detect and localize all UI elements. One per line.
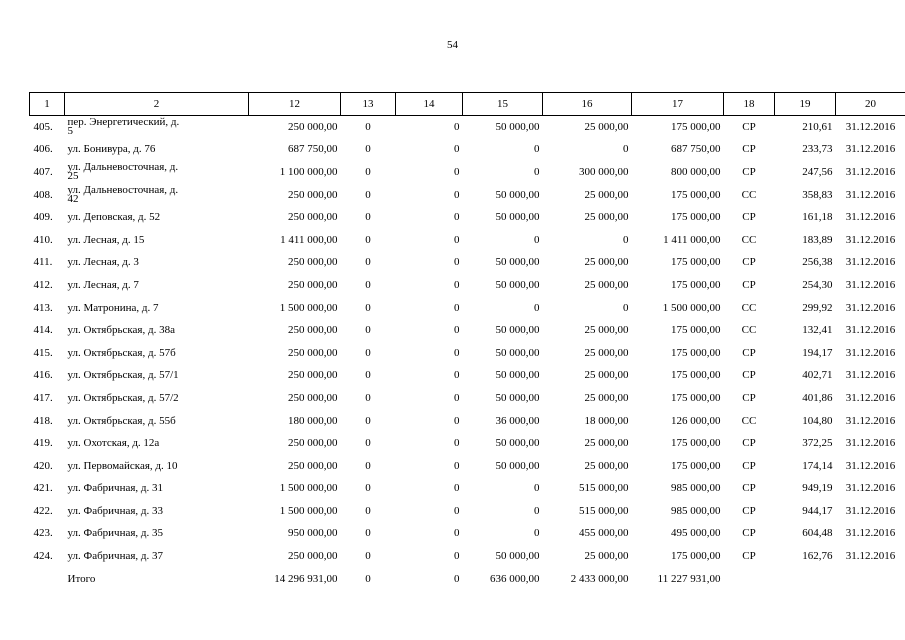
col-18-cell: СР	[742, 211, 756, 224]
address-text: ул. Лесная, д. 3	[67, 256, 139, 269]
col-18-cell: СР	[742, 527, 756, 540]
address-cell	[65, 387, 249, 410]
col-18-cell: СР	[742, 143, 756, 156]
address-text: ул. Охотская, д. 12а	[67, 437, 160, 450]
col-13-cell: 0	[365, 482, 371, 495]
address-cell	[65, 116, 249, 139]
col-15-cell: 50 000,00	[495, 459, 540, 472]
col-12-cell: 250 000,00	[288, 550, 338, 563]
column-header: 19	[775, 93, 836, 116]
col-18-cell: СР	[742, 369, 756, 382]
address-text: ул. Октябрьская, д. 57б	[67, 346, 176, 359]
date-cell: 31.12.2016	[845, 527, 896, 540]
address-text: ул. Октябрьская, д. 57/2	[67, 391, 179, 404]
col-16-cell: 0	[623, 233, 629, 246]
col-17-cell: 175 000,00	[671, 120, 721, 133]
row-number: 414.	[33, 324, 53, 337]
page-number: 54	[447, 39, 458, 51]
col-17-cell: 175 000,00	[671, 391, 721, 404]
col-18-cell: СС	[741, 414, 757, 427]
col-19-cell: 162,76	[802, 550, 833, 563]
col-12-cell: 250 000,00	[288, 369, 338, 382]
col-15-cell: 50 000,00	[495, 211, 540, 224]
row-number: 412.	[33, 278, 53, 291]
col-14-cell: 0	[454, 324, 460, 337]
col-17-cell: 11 227 931,00	[657, 572, 721, 585]
table-row	[30, 252, 905, 275]
col-12-cell: 1 411 000,00	[280, 233, 338, 246]
date-cell: 31.12.2016	[845, 459, 896, 472]
col-14-cell: 0	[454, 233, 460, 246]
table-body	[30, 116, 905, 591]
col-17-cell: 175 000,00	[671, 369, 721, 382]
table-row	[30, 116, 905, 139]
col-13-cell: 0	[365, 143, 371, 156]
col-14-cell: 0	[454, 301, 460, 314]
col-18-cell: СС	[741, 188, 757, 201]
column-header: 16	[543, 93, 632, 116]
col-14-cell: 0	[454, 188, 460, 201]
col-13-cell: 0	[365, 324, 371, 337]
table-row	[30, 523, 905, 546]
col-13-cell: 0	[365, 414, 371, 427]
col-13-cell: 0	[365, 233, 371, 246]
date-cell: 31.12.2016	[845, 211, 896, 224]
table-row	[30, 229, 905, 252]
address-text: ул. Фабричная, д. 35	[67, 527, 164, 540]
col-19-cell: 944,17	[802, 504, 833, 517]
col-14-cell: 0	[454, 120, 460, 133]
col-14-cell: 0	[454, 346, 460, 359]
col-15-cell: 50 000,00	[495, 120, 540, 133]
address-text: ул. Фабричная, д. 33	[67, 504, 164, 517]
row-number: 405.	[33, 120, 53, 133]
col-12-cell: 250 000,00	[288, 391, 338, 404]
col-12-cell: 950 000,00	[288, 527, 338, 540]
date-cell: 31.12.2016	[845, 120, 896, 133]
address-cell	[65, 184, 249, 207]
col-12-cell: 687 750,00	[288, 143, 338, 156]
address-cell	[65, 478, 249, 501]
col-16-cell: 25 000,00	[584, 391, 629, 404]
col-16-cell: 300 000,00	[579, 165, 629, 178]
row-number: 417.	[33, 391, 53, 404]
col-13-cell: 0	[365, 165, 371, 178]
address-text: ул. Лесная, д. 7	[67, 278, 139, 291]
col-15-cell: 50 000,00	[495, 188, 540, 201]
col-14-cell: 0	[454, 550, 460, 563]
column-header: 18	[724, 93, 775, 116]
address-cell	[65, 252, 249, 275]
column-header: 17	[632, 93, 724, 116]
col-16-cell: 25 000,00	[584, 459, 629, 472]
date-cell: 31.12.2016	[845, 301, 896, 314]
col-13-cell: 0	[365, 504, 371, 517]
col-17-cell: 800 000,00	[671, 165, 721, 178]
col-19-cell: 949,19	[802, 482, 833, 495]
col-12-cell: 250 000,00	[288, 346, 338, 359]
col-16-cell: 0	[623, 301, 629, 314]
col-19-cell: 183,89	[802, 233, 833, 246]
col-18-cell: СР	[742, 120, 756, 133]
table-row	[30, 410, 905, 433]
col-13-cell: 0	[365, 278, 371, 291]
col-12-cell: 250 000,00	[288, 278, 338, 291]
col-13-cell: 0	[365, 120, 371, 133]
col-13-cell: 0	[365, 391, 371, 404]
row-number: 408.	[33, 188, 53, 201]
date-cell: 31.12.2016	[845, 346, 896, 359]
col-14-cell: 0	[454, 459, 460, 472]
col-15-cell: 0	[534, 301, 540, 314]
col-14-cell: 0	[454, 278, 460, 291]
col-13-cell: 0	[365, 550, 371, 563]
row-number: 409.	[33, 211, 53, 224]
address-cell	[65, 432, 249, 455]
date-cell: 31.12.2016	[845, 256, 896, 269]
column-header: 14	[396, 93, 463, 116]
table-row	[30, 297, 905, 320]
col-14-cell: 0	[454, 527, 460, 540]
address-cell	[65, 545, 249, 568]
col-17-cell: 985 000,00	[671, 504, 721, 517]
address-text: ул. Дальневосточная, д. 42	[67, 184, 179, 206]
col-19-cell: 233,73	[802, 143, 833, 156]
column-header: 2	[65, 93, 249, 116]
col-17-cell: 175 000,00	[671, 550, 721, 563]
col-13-cell: 0	[365, 188, 371, 201]
col-18-cell: СР	[742, 278, 756, 291]
address-cell	[65, 455, 249, 478]
col-16-cell: 25 000,00	[584, 324, 629, 337]
col-14-cell: 0	[454, 572, 460, 585]
row-number: 407.	[33, 165, 53, 178]
row-number: 418.	[33, 414, 53, 427]
address-cell	[65, 523, 249, 546]
row-number: 410.	[33, 233, 53, 246]
col-15-cell: 50 000,00	[495, 369, 540, 382]
col-17-cell: 175 000,00	[671, 324, 721, 337]
table-row	[30, 206, 905, 229]
col-13-cell: 0	[365, 369, 371, 382]
address-cell	[65, 342, 249, 365]
col-19-cell: 247,56	[802, 165, 833, 178]
col-17-cell: 495 000,00	[671, 527, 721, 540]
col-18-cell: СР	[742, 346, 756, 359]
table-row	[30, 432, 905, 455]
col-14-cell: 0	[454, 504, 460, 517]
col-12-cell: 250 000,00	[288, 120, 338, 133]
address-cell	[65, 410, 249, 433]
address-cell	[65, 365, 249, 388]
col-13-cell: 0	[365, 572, 371, 585]
row-number: 411.	[33, 256, 53, 269]
col-14-cell: 0	[454, 482, 460, 495]
column-header: 12	[249, 93, 341, 116]
address-cell	[65, 500, 249, 523]
col-17-cell: 175 000,00	[671, 346, 721, 359]
address-text: ул. Первомайская, д. 10	[67, 459, 178, 472]
address-cell	[65, 274, 249, 297]
col-18-cell: СС	[741, 301, 757, 314]
address-text: ул. Фабричная, д. 31	[67, 482, 164, 495]
col-15-cell: 0	[534, 504, 540, 517]
address-text: ул. Октябрьская, д. 38а	[67, 324, 175, 337]
col-17-cell: 175 000,00	[671, 211, 721, 224]
col-12-cell: 180 000,00	[288, 414, 338, 427]
col-19-cell: 299,92	[802, 301, 833, 314]
column-header: 15	[463, 93, 543, 116]
col-12-cell: 250 000,00	[288, 188, 338, 201]
col-16-cell: 2 433 000,00	[570, 572, 629, 585]
col-16-cell: 25 000,00	[584, 120, 629, 133]
col-15-cell: 0	[534, 165, 540, 178]
header-row	[30, 93, 905, 116]
row-number: 406.	[33, 143, 53, 156]
col-17-cell: 985 000,00	[671, 482, 721, 495]
col-18-cell: СР	[742, 256, 756, 269]
address-cell	[65, 319, 249, 342]
col-12-cell: 250 000,00	[288, 211, 338, 224]
date-cell: 31.12.2016	[845, 391, 896, 404]
col-16-cell: 515 000,00	[579, 482, 629, 495]
col-14-cell: 0	[454, 369, 460, 382]
date-cell: 31.12.2016	[845, 482, 896, 495]
col-16-cell: 455 000,00	[579, 527, 629, 540]
col-18-cell: СР	[742, 165, 756, 178]
row-number: 416.	[33, 369, 53, 382]
col-15-cell: 50 000,00	[495, 391, 540, 404]
col-19-cell: 161,18	[802, 211, 833, 224]
row-number: 419.	[33, 437, 53, 450]
col-16-cell: 25 000,00	[584, 188, 629, 201]
col-13-cell: 0	[365, 437, 371, 450]
col-19-cell: 372,25	[802, 437, 833, 450]
col-13-cell: 0	[365, 527, 371, 540]
col-15-cell: 50 000,00	[495, 550, 540, 563]
col-14-cell: 0	[454, 414, 460, 427]
row-number: 415.	[33, 346, 53, 359]
table-row	[30, 387, 905, 410]
date-cell: 31.12.2016	[845, 188, 896, 201]
row-number: 422.	[33, 504, 53, 517]
col-17-cell: 175 000,00	[671, 278, 721, 291]
table-row	[30, 319, 905, 342]
col-19-cell: 104,80	[802, 414, 833, 427]
col-14-cell: 0	[454, 143, 460, 156]
col-17-cell: 1 411 000,00	[663, 233, 721, 246]
col-14-cell: 0	[454, 256, 460, 269]
row-number: 424.	[33, 550, 53, 563]
date-cell: 31.12.2016	[845, 324, 896, 337]
col-19-cell: 604,48	[802, 527, 833, 540]
col-17-cell: 175 000,00	[671, 188, 721, 201]
column-header: 13	[341, 93, 396, 116]
table-row	[30, 478, 905, 501]
address-cell	[65, 161, 249, 184]
address-cell: Итого	[67, 572, 96, 585]
col-12-cell: 1 500 000,00	[279, 504, 338, 517]
col-12-cell: 1 500 000,00	[279, 482, 338, 495]
date-cell: 31.12.2016	[845, 437, 896, 450]
col-15-cell: 636 000,00	[490, 572, 540, 585]
col-17-cell: 175 000,00	[671, 459, 721, 472]
col-16-cell: 25 000,00	[584, 211, 629, 224]
col-19-cell: 174,14	[802, 459, 833, 472]
col-14-cell: 0	[454, 165, 460, 178]
col-19-cell: 254,30	[802, 278, 833, 291]
address-cell	[65, 297, 249, 320]
address-text: ул. Деповская, д. 52	[67, 211, 161, 224]
table-row	[30, 161, 905, 184]
date-cell: 31.12.2016	[845, 550, 896, 563]
col-13-cell: 0	[365, 301, 371, 314]
col-16-cell: 25 000,00	[584, 369, 629, 382]
col-14-cell: 0	[454, 391, 460, 404]
total-row	[30, 568, 905, 591]
row-number: 421.	[33, 482, 53, 495]
col-18-cell: СР	[742, 391, 756, 404]
col-18-cell: СР	[742, 437, 756, 450]
col-15-cell: 0	[534, 482, 540, 495]
col-17-cell: 687 750,00	[671, 143, 721, 156]
col-18-cell: СР	[742, 459, 756, 472]
col-18-cell: СС	[741, 233, 757, 246]
table-row	[30, 365, 905, 388]
col-18-cell: СР	[742, 504, 756, 517]
table-row	[30, 184, 905, 207]
col-16-cell: 18 000,00	[584, 414, 629, 427]
row-number: 420.	[33, 459, 53, 472]
address-cell	[65, 229, 249, 252]
col-19-cell: 358,83	[802, 188, 833, 201]
col-14-cell: 0	[454, 437, 460, 450]
col-12-cell: 1 100 000,00	[279, 165, 338, 178]
col-15-cell: 0	[534, 233, 540, 246]
col-16-cell: 25 000,00	[584, 256, 629, 269]
col-17-cell: 175 000,00	[671, 256, 721, 269]
col-12-cell: 250 000,00	[288, 256, 338, 269]
col-12-cell: 250 000,00	[288, 324, 338, 337]
table-row	[30, 500, 905, 523]
col-19-cell	[775, 568, 836, 591]
date-cell: 31.12.2016	[845, 504, 896, 517]
address-text: ул. Октябрьская, д. 55б	[67, 414, 176, 427]
address-text: ул. Матронина, д. 7	[67, 301, 159, 314]
col-19-cell: 402,71	[802, 369, 833, 382]
col-17-cell: 175 000,00	[671, 437, 721, 450]
address-text: ул. Дальневосточная, д. 25	[67, 161, 179, 183]
col-12-cell: 14 296 931,00	[274, 572, 338, 585]
col-16-cell: 515 000,00	[579, 504, 629, 517]
date-cell: 31.12.2016	[845, 278, 896, 291]
col-14-cell: 0	[454, 211, 460, 224]
col-13-cell: 0	[365, 459, 371, 472]
column-header: 1	[30, 93, 65, 116]
row-number	[30, 568, 65, 591]
address-text: ул. Октябрьская, д. 57/1	[67, 369, 179, 382]
col-12-cell: 250 000,00	[288, 437, 338, 450]
table-row	[30, 455, 905, 478]
col-19-cell: 210,61	[802, 120, 833, 133]
address-cell	[65, 139, 249, 162]
col-15-cell: 36 000,00	[495, 414, 540, 427]
col-15-cell: 50 000,00	[495, 437, 540, 450]
date-cell: 31.12.2016	[845, 233, 896, 246]
col-19-cell: 132,41	[802, 324, 833, 337]
col-17-cell: 1 500 000,00	[662, 301, 721, 314]
date-cell: 31.12.2016	[845, 165, 896, 178]
table-row	[30, 545, 905, 568]
col-19-cell: 401,86	[802, 391, 833, 404]
col-16-cell: 25 000,00	[584, 437, 629, 450]
row-number: 423.	[33, 527, 53, 540]
col-13-cell: 0	[365, 211, 371, 224]
col-15-cell: 0	[534, 143, 540, 156]
table-row	[30, 139, 905, 162]
col-17-cell: 126 000,00	[671, 414, 721, 427]
col-15-cell: 50 000,00	[495, 346, 540, 359]
col-13-cell: 0	[365, 256, 371, 269]
table-row	[30, 274, 905, 297]
col-16-cell: 25 000,00	[584, 550, 629, 563]
col-19-cell: 256,38	[802, 256, 833, 269]
address-text: ул. Фабричная, д. 37	[67, 550, 164, 563]
col-15-cell: 50 000,00	[495, 256, 540, 269]
date-cell: 31.12.2016	[845, 414, 896, 427]
address-text: ул. Лесная, д. 15	[67, 233, 145, 246]
row-number: 413.	[33, 301, 53, 314]
col-16-cell: 0	[623, 143, 629, 156]
col-13-cell: 0	[365, 346, 371, 359]
col-12-cell: 1 500 000,00	[279, 301, 338, 314]
date-cell: 31.12.2016	[845, 143, 896, 156]
col-16-cell: 25 000,00	[584, 278, 629, 291]
date-cell	[836, 568, 905, 591]
col-15-cell: 50 000,00	[495, 278, 540, 291]
col-18-cell: СР	[742, 550, 756, 563]
data-table	[29, 92, 905, 590]
address-cell	[65, 206, 249, 229]
date-cell: 31.12.2016	[845, 369, 896, 382]
col-15-cell: 0	[534, 527, 540, 540]
column-header: 20	[836, 93, 905, 116]
col-18-cell	[724, 568, 775, 591]
col-18-cell: СС	[741, 324, 757, 337]
col-19-cell: 194,17	[802, 346, 833, 359]
col-12-cell: 250 000,00	[288, 459, 338, 472]
address-text: пер. Энергетический, д. 5	[67, 116, 180, 138]
table-row	[30, 342, 905, 365]
col-15-cell: 50 000,00	[495, 324, 540, 337]
col-16-cell: 25 000,00	[584, 346, 629, 359]
address-text: ул. Бонивура, д. 76	[67, 143, 156, 156]
col-18-cell: СР	[742, 482, 756, 495]
